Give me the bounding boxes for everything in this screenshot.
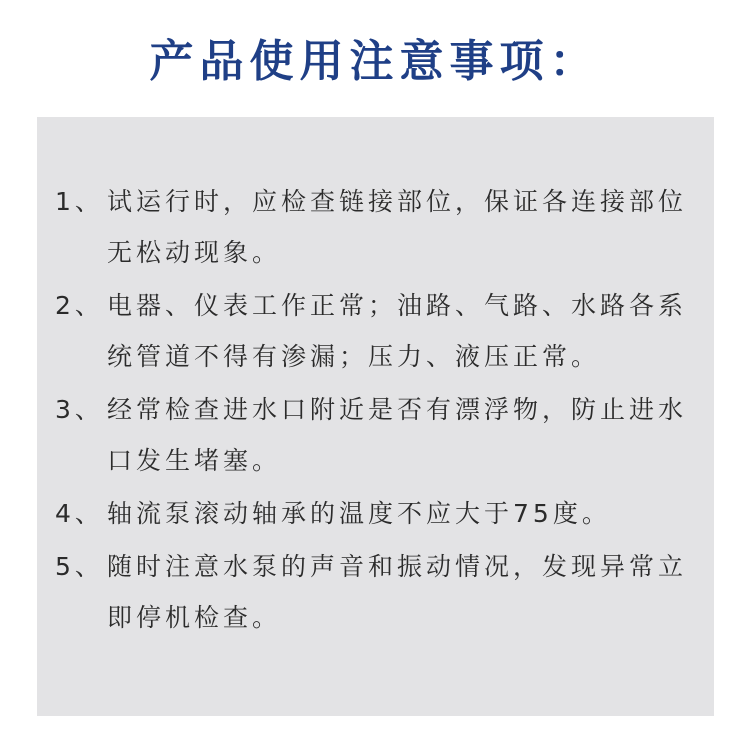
item-text: 随时注意水泵的声音和振动情况，发现异常立即停机检查。 [107, 552, 688, 632]
item-text: 轴流泵滚动轴承的温度不应大于75度。 [107, 499, 611, 528]
item-number: 5、 [55, 552, 104, 581]
item-number: 4、 [55, 499, 104, 528]
list-item [55, 541, 715, 643]
page-title: 产品使用注意事项： [149, 36, 600, 87]
item-text: 试运行时，应检查链接部位，保证各连接部位无松动现象。 [107, 187, 688, 267]
item-text: 经常检查进水口附近是否有漂浮物，防止进水口发生堵塞。 [107, 395, 688, 475]
list-item [55, 176, 715, 278]
list-item [55, 280, 715, 382]
item-number: 1、 [55, 187, 104, 216]
item-number: 2、 [55, 291, 104, 320]
item-number: 3、 [55, 395, 104, 424]
item-text: 电器、仪表工作正常；油路、气路、水路各系统管道不得有渗漏；压力、液压正常。 [107, 291, 688, 371]
list-item [55, 488, 715, 539]
list-item [55, 384, 715, 486]
notes-list [55, 176, 715, 645]
